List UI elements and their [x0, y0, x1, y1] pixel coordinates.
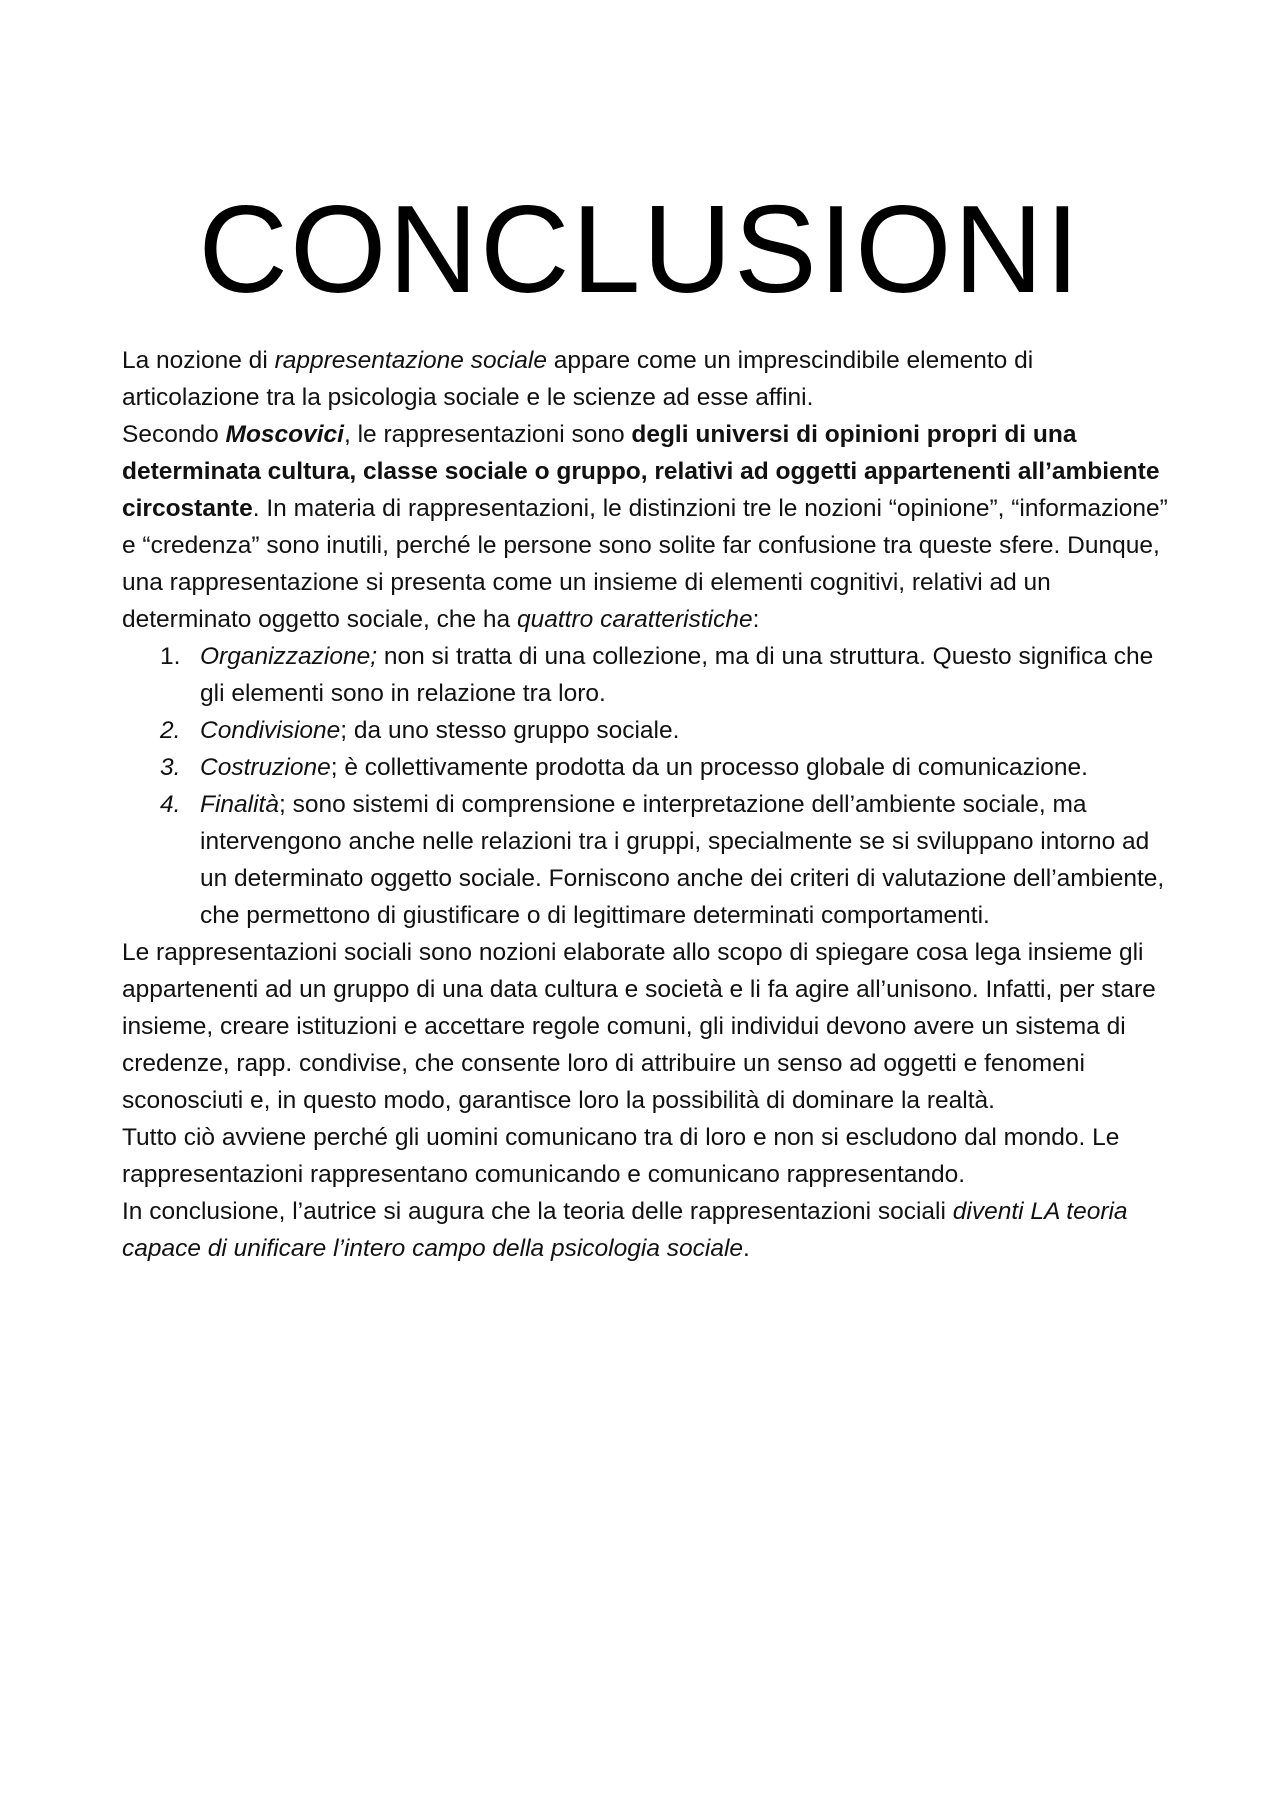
definition-text: degli universi di opinioni propri di una determinata cultura, classe sociale o gruppo, relativi ad oggetti appartenenti all’ambiente circostante — [122, 421, 1160, 522]
document-body — [122, 342, 1172, 1267]
emphasis-term: diventi LA teoria capace di unificare l’intero campo della psicologia sociale — [122, 1198, 1128, 1262]
list-item — [122, 638, 1172, 712]
emphasis-term: quattro caratteristiche — [516, 606, 753, 633]
list-number: 2. — [160, 717, 181, 744]
text-span: La nozione di — [122, 347, 275, 374]
paragraph-conclusion — [122, 1193, 1172, 1267]
list-item — [122, 786, 1172, 934]
author-name — [226, 421, 344, 448]
paragraph-social-representations: Le rappresentazioni sociali sono nozioni elaborate allo scopo di spiegare cosa lega insieme gli appartenenti ad un gruppo di una data cultura e società e li fa agire all’unisono. Infatti, per stare insieme, creare istituzioni e accettare regole comuni, gli individui devono avere un sistema di credenze, rapp. condivise, che consente loro di attribuire un senso ad oggetti e fenomeni sconosciuti e, in questo modo, garantisce loro la possibilità di dominare la realtà. — [122, 939, 1156, 1114]
list-item — [122, 749, 1172, 786]
text-span: appare come un imprescindibile elemento di articolazione tra la psicologia sociale e le scienze ad esse affini. — [122, 347, 1034, 411]
list-item — [122, 712, 1172, 749]
list-text: ; è collettivamente prodotta da un processo globale di comunicazione. — [330, 754, 1088, 781]
list-number: 1. — [160, 643, 181, 670]
page-title: CONCLUSIONI — [198, 181, 1082, 319]
emphasis-term: rappresentazione sociale — [274, 347, 547, 374]
text-span: , le rappresentazioni sono — [344, 421, 632, 448]
paragraph-moscovici — [122, 416, 1172, 638]
list-text: ; da uno stesso gruppo sociale. — [340, 717, 680, 744]
text-span: Secondo — [122, 421, 226, 448]
author-name-text: Moscovici — [225, 421, 344, 448]
list-number: 3. — [160, 754, 181, 781]
text-span: . — [743, 1235, 750, 1262]
list-number: 4. — [160, 791, 181, 818]
list-term: Condivisione — [200, 717, 341, 744]
list-term: Finalità — [200, 791, 279, 818]
paragraph-communication: Tutto ciò avviene perché gli uomini comunicano tra di loro e non si escludono dal mondo. Le rappresentazioni rappresentano comunicando e comunicano rappresentando. — [122, 1124, 1120, 1188]
characteristics-list — [122, 638, 1172, 934]
list-text: ; sono sistemi di comprensione e interpretazione dell’ambiente sociale, ma intervengono anche nelle relazioni tra i gruppi, specialmente se si sviluppano intorno ad un determinato oggetto sociale. Forniscono anche dei criteri di valutazione dell’ambiente, che permettono di giustificare o di legittimare determinati comportamenti. — [200, 791, 1165, 929]
list-text: non si tratta di una collezione, ma di una struttura. Questo significa che gli elementi sono in relazione tra loro. — [200, 643, 1154, 707]
text-span: In conclusione, l’autrice si augura che la teoria delle rappresentazioni sociali — [122, 1198, 953, 1225]
text-span: : — [752, 606, 760, 633]
text-span: . In materia di rappresentazioni, le distinzioni tre le nozioni “opinione”, “informazione” e “credenza” sono inutili, perché le persone sono solite far confusione tra queste sfere. Dunque, una rappresentazione si presenta come un insieme di elementi cognitivi, relativi ad un determinato oggetto sociale, che ha — [122, 495, 1168, 633]
list-term: Organizzazione; — [200, 643, 378, 670]
paragraph-intro — [122, 342, 1172, 416]
list-term: Costruzione — [200, 754, 331, 781]
